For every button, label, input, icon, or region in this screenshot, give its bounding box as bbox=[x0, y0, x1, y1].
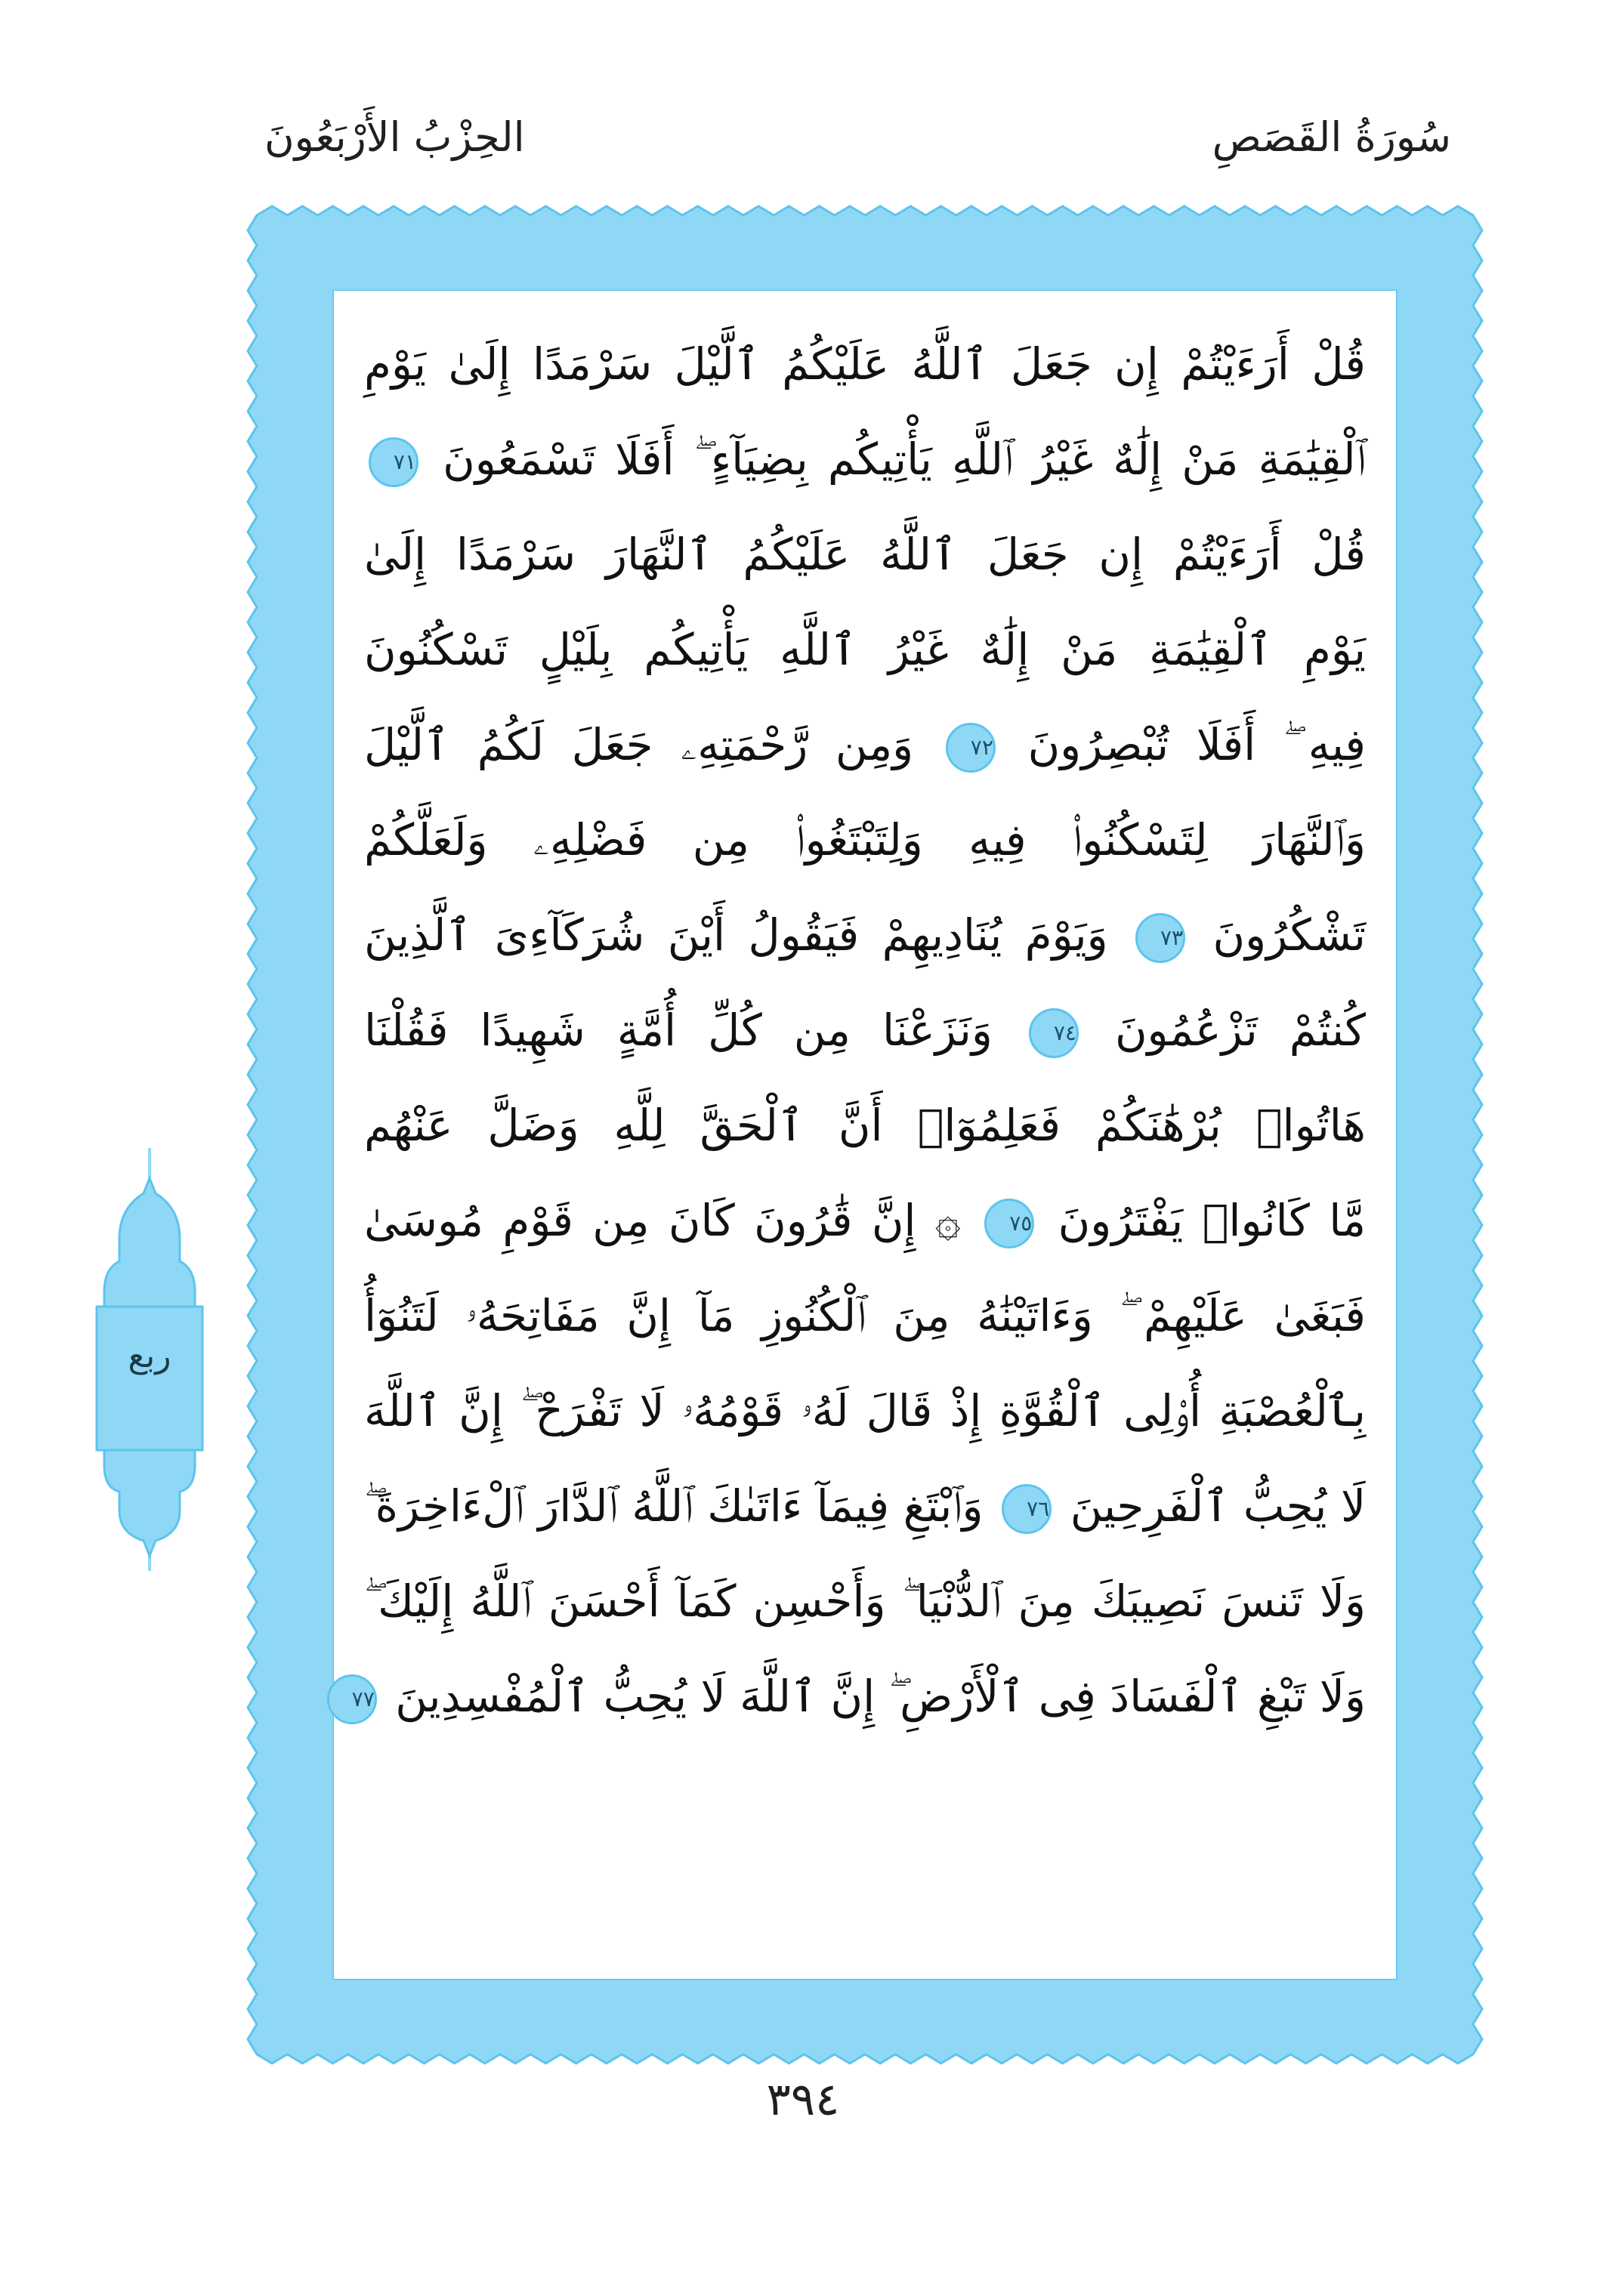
ayah-number-marker: ٧٤ bbox=[1029, 1008, 1079, 1058]
verse-line bbox=[364, 1554, 1366, 1649]
ayah-number-marker: ٧١ bbox=[369, 437, 418, 487]
verse-text: وَلَا تَبْغِ ٱلْفَسَادَ فِى ٱلْأَرْضِ ۖ إِنَّ ٱللَّهَ لَا يُحِبُّ ٱلْمُفْسِدِينَ bbox=[395, 1671, 1366, 1722]
verse-text: وَيَوْمَ يُنَادِيهِمْ فَيَقُولُ أَيْنَ شُرَكَآءِىَ ٱلَّذِينَ bbox=[364, 909, 1108, 961]
verse-text: هَاتُوا۟ بُرْهَٰنَكُمْ فَعَلِمُوٓا۟ أَنَّ ٱلْحَقَّ لِلَّهِ وَضَلَّ عَنْهُم bbox=[364, 1100, 1366, 1151]
verse-text: وَمِن رَّحْمَتِهِۦ جَعَلَ لَكُمُ ٱلَّيْلَ bbox=[364, 719, 914, 770]
verse-text: ٱلْقِيَٰمَةِ مَنْ إِلَٰهٌ غَيْرُ ٱللَّهِ يَأْتِيكُم بِضِيَآءٍ ۖ أَفَلَا تَسْمَعُونَ bbox=[443, 434, 1367, 485]
ayah-number-marker: ٧٥ bbox=[984, 1199, 1034, 1248]
verse-line bbox=[364, 602, 1366, 697]
verse-text: وَلَا تَنسَ نَصِيبَكَ مِنَ ٱلدُّنْيَا ۖ وَأَحْسِن كَمَآ أَحْسَنَ ٱللَّهُ إِلَيْكَ ۖ bbox=[364, 1575, 1366, 1627]
page-number: ٣٩٤ bbox=[766, 2073, 840, 2126]
verse-text: كُنتُمْ تَزْعُمُونَ bbox=[1114, 1004, 1367, 1056]
page-frame bbox=[249, 208, 1481, 2062]
verse-lines bbox=[351, 316, 1367, 1744]
verse-line bbox=[364, 1173, 1366, 1268]
verse-text: يَوْمِ ٱلْقِيَٰمَةِ مَنْ إِلَٰهٌ غَيْرُ ٱللَّهِ يَأْتِيكُم بِلَيْلٍ تَسْكُنُونَ bbox=[364, 624, 1366, 675]
ayah-number-marker: ٧٦ bbox=[1002, 1484, 1052, 1534]
verse-line bbox=[364, 412, 1366, 507]
verse-text: قُلْ أَرَءَيْتُمْ إِن جَعَلَ ٱللَّهُ عَلَيْكُمُ ٱلنَّهَارَ سَرْمَدًا إِلَىٰ bbox=[364, 529, 1366, 580]
verse-text: بِٱلْعُصْبَةِ أُو۟لِى ٱلْقُوَّةِ إِذْ قَالَ لَهُۥ قَوْمُهُۥ لَا تَفْرَحْ ۖ إِنَّ ٱللَّهَ bbox=[364, 1385, 1366, 1437]
verse-text: وَنَزَعْنَا مِن كُلِّ أُمَّةٍ شَهِيدًا فَقُلْنَا bbox=[364, 1004, 993, 1056]
verse-line bbox=[364, 507, 1366, 602]
verse-line bbox=[364, 983, 1366, 1078]
verse-text: فَبَغَىٰ عَلَيْهِمْ ۖ وَءَاتَيْنَٰهُ مِنَ ٱلْكُنُوزِ مَآ إِنَّ مَفَاتِحَهُۥ لَتَنُوٓأُ bbox=[364, 1290, 1366, 1341]
ayah-number-marker: ٧٣ bbox=[1135, 913, 1185, 963]
surah-name-header: سُورَةُ القَصَصِ bbox=[1212, 113, 1451, 161]
verse-text: وَٱبْتَغِ فِيمَآ ءَاتَىٰكَ ٱللَّهُ ٱلدَّارَ ٱلْءَاخِرَةَ ۖ bbox=[364, 1480, 984, 1532]
verse-line bbox=[351, 1649, 1366, 1744]
verse-line bbox=[364, 1078, 1366, 1173]
verse-line bbox=[364, 316, 1366, 412]
verse-line bbox=[364, 792, 1366, 887]
verse-line bbox=[364, 697, 1366, 792]
verse-text: فِيهِ ۖ أَفَلَا تُبْصِرُونَ bbox=[1027, 719, 1367, 770]
ayah-number-marker: ٧٧ bbox=[327, 1674, 377, 1724]
verse-line bbox=[364, 1268, 1366, 1363]
verse-line bbox=[364, 1458, 1366, 1554]
verse-text: وَٱلنَّهَارَ لِتَسْكُنُوا۟ فِيهِ وَلِتَبْتَغُوا۟ مِن فَضْلِهِۦ وَلَعَلَّكُمْ bbox=[364, 814, 1366, 866]
verse-text: قُلْ أَرَءَيْتُمْ إِن جَعَلَ ٱللَّهُ عَلَيْكُمُ ٱلَّيْلَ سَرْمَدًا إِلَىٰ يَوْمِ bbox=[364, 338, 1366, 390]
rub-marker bbox=[89, 1148, 210, 1571]
quran-text-panel bbox=[334, 291, 1396, 1979]
ayah-number-marker: ٧٢ bbox=[946, 723, 996, 773]
verse-line bbox=[364, 1363, 1366, 1458]
verse-text: ۞ إِنَّ قَٰرُونَ كَانَ مِن قَوْمِ مُوسَىٰ bbox=[364, 1195, 961, 1246]
verse-text: مَّا كَانُوا۟ يَفْتَرُونَ bbox=[1058, 1195, 1367, 1246]
verse-line bbox=[364, 887, 1366, 983]
verse-text: تَشْكُرُونَ bbox=[1212, 909, 1367, 961]
hizb-header: الحِزْبُ الأَرْبَعُونَ bbox=[264, 113, 525, 161]
rub-label: ربع bbox=[128, 1337, 171, 1375]
verse-text: لَا يُحِبُّ ٱلْفَرِحِينَ bbox=[1070, 1480, 1367, 1532]
